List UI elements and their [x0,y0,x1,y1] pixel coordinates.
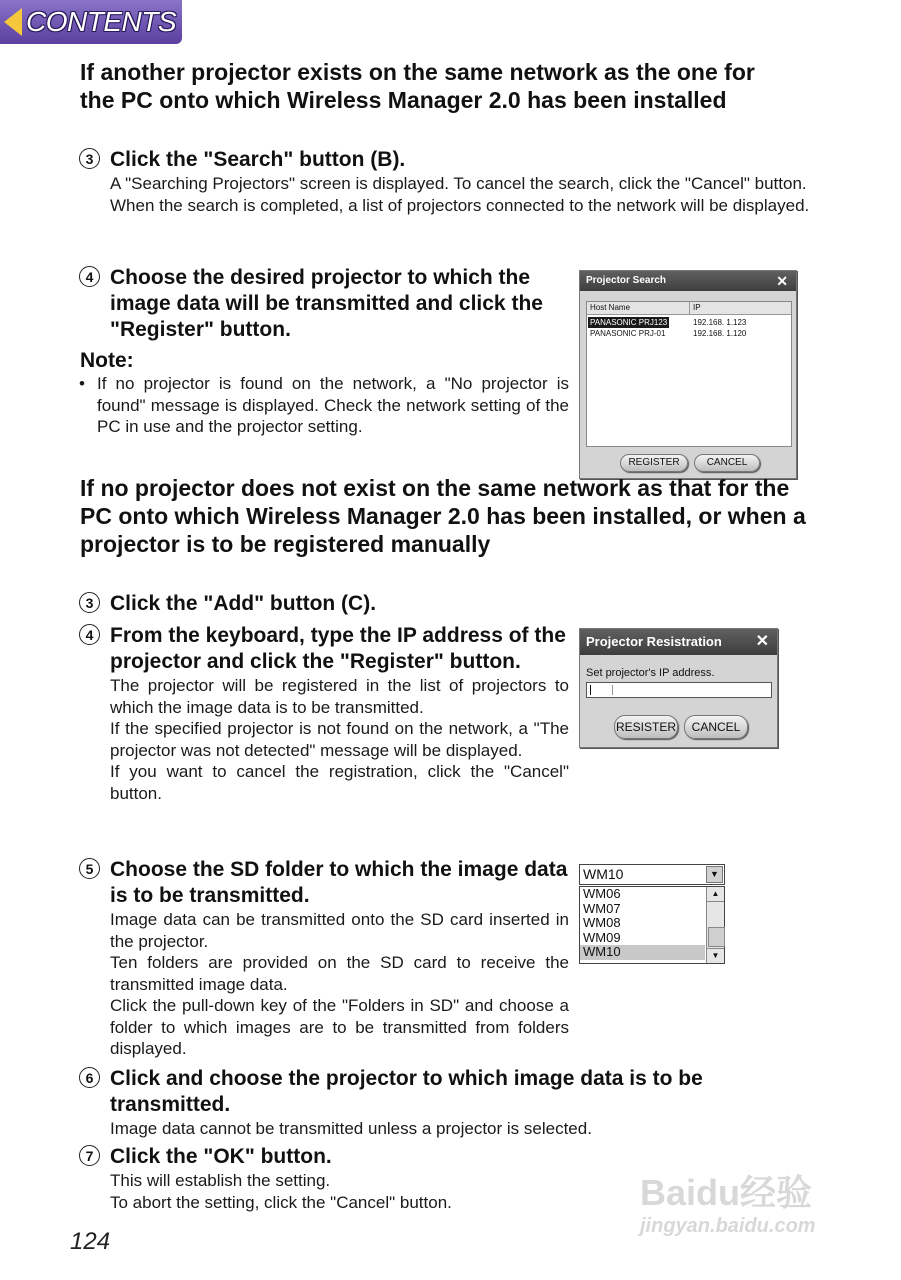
step-title: From the keyboard, type the IP address of the projector and click the "Register" button. [110,624,566,673]
dialog-titlebar [580,271,796,291]
step-text: If you want to cancel the registration, click the "Cancel" button. [110,762,569,803]
dialog-title: Projector Search [586,275,667,286]
step-3-search [85,147,812,216]
folder-select[interactable] [579,864,725,885]
ip-cell: 192.168. 1.123 [693,318,747,327]
list-item[interactable]: WM08 [583,915,621,930]
step-4-choose-projector [85,265,555,343]
cancel-button[interactable]: CANCEL [694,454,760,472]
selected-folder: WM10 [583,866,624,882]
note-text: If no projector is found on the network, a "No projector is found" message is displayed. Check the network setting of the PC in use and the projector setting. [97,374,569,436]
text-cursor [590,685,591,695]
host-cell: PANASONIC PRJ123 [590,318,668,327]
contents-label: CONTENTS [26,6,176,37]
chevron-down-icon[interactable]: ▼ [706,866,723,883]
step-7-ok [85,1144,670,1213]
ip-prompt-label: Set projector's IP address. [586,667,715,679]
step-3-add [85,591,570,617]
step-text: To abort the setting, click the "Cancel" button. [110,1192,452,1212]
dialog-title: Projector Resistration [586,634,722,649]
step-text: When the search is completed, a list of projectors connected to the network will be displayed. [110,195,810,215]
section2-heading-text: If no projector does not exist on the same network as that for the PC onto which Wireless Manager 2.0 has been installed, or when a projector is to be registered manually [80,475,806,557]
step-number: 6 [79,1067,100,1088]
projector-search-dialog [579,270,797,479]
step-title: Click the "Add" button (C). [110,592,377,615]
scroll-thumb[interactable] [708,927,725,947]
page-number: 124 [70,1228,111,1255]
step-text: Ten folders are provided on the SD card to receive the transmitted image data. [110,953,569,994]
close-icon[interactable]: ✕ [776,273,788,289]
step-number: 4 [79,266,100,287]
step-text: Image data can be transmitted onto the SD card inserted in the projector. [110,910,569,951]
back-arrow-icon [4,8,22,36]
note-title: Note: [80,349,134,372]
folder-dropdown [579,864,725,964]
table-row[interactable] [587,317,791,328]
ip-cell: 192.168. 1.120 [693,329,747,338]
list-header [587,302,791,315]
scroll-up-icon[interactable]: ▲ [707,887,724,902]
ip-octet-divider [612,685,613,695]
register-button[interactable]: RESISTER [614,715,678,739]
scroll-down-icon[interactable]: ▼ [707,948,724,963]
step-number: 5 [79,858,100,879]
projector-registration-dialog [579,628,778,748]
step-number: 3 [79,592,100,613]
contents-button[interactable] [0,0,182,44]
projector-list[interactable] [586,301,792,447]
section1-heading: If another projector exists on the same network as the one for the PC onto which Wireless Manager 2.0 has been installed [80,59,755,113]
step-text: Click the pull-down key of the "Folders in SD" and choose a folder to which images are to be transmitted from folders displayed. [110,996,569,1058]
note-bullet [79,373,569,438]
host-cell: PANASONIC PRJ-01 [590,329,666,338]
section2-heading [80,474,820,558]
step-6-choose-projector [85,1066,810,1140]
step-text: Image data cannot be transmitted unless a projector is selected. [110,1119,592,1138]
column-header-host[interactable]: Host Name [590,303,631,312]
register-button[interactable]: REGISTER [620,454,688,472]
cancel-button[interactable]: CANCEL [684,715,748,739]
step-number: 4 [79,624,100,645]
scrollbar[interactable] [706,887,724,963]
step-5-sd-folder [85,857,569,1060]
list-item[interactable]: WM10 [580,945,705,960]
list-item[interactable]: WM06 [583,886,621,901]
step-text: The projector will be registered in the list of projectors to which the image data is to be transmitted. [110,676,569,717]
step-title: Click the "Search" button (B). [110,148,406,171]
list-item[interactable]: WM07 [583,900,621,916]
step-text: This will establish the setting. [110,1171,331,1190]
step-text: If the specified projector is not found on the network, a "The projector was not detected" message will be displayed. [110,719,569,760]
list-item[interactable]: WM09 [583,929,621,945]
bullet-icon: • [79,374,85,393]
watermark-url: jingyan.baidu.com [640,1215,816,1237]
step-title: Click the "OK" button. [110,1145,332,1168]
folder-option-list[interactable] [579,886,725,964]
step-number: 3 [79,148,100,169]
watermark-brand: Baidu经验 [640,1172,813,1213]
table-row[interactable] [587,328,791,339]
column-header-ip[interactable]: IP [689,302,701,314]
step-title: Choose the SD folder to which the image data is to be transmitted. [110,858,568,907]
step-title: Choose the desired projector to which the image data will be transmitted and click the "Register" button. [110,266,543,341]
close-icon[interactable]: ✕ [755,633,769,650]
step-number: 7 [79,1145,100,1166]
step-text: A "Searching Projectors" screen is displayed. To cancel the search, click the "Cancel" button. [110,174,807,193]
step-4-type-ip [85,623,569,804]
dialog-titlebar [580,629,777,655]
step-title: Click and choose the projector to which image data is to be transmitted. [110,1067,703,1116]
ip-address-input[interactable] [586,682,772,698]
